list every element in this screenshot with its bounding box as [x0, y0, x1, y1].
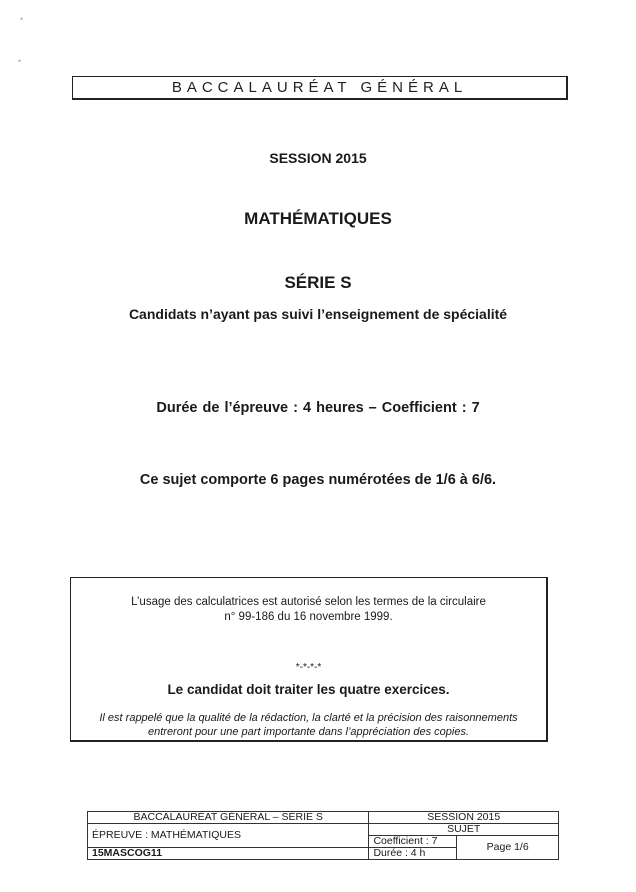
footer-epreuve: ÉPREUVE : MATHÉMATIQUES	[88, 824, 369, 848]
footer-coefficient: Coefficient : 7	[369, 836, 457, 848]
page-count-note: Ce sujet comporte 6 pages numérotées de 1/6 à 6/6.	[139, 472, 497, 488]
scan-mark: •	[20, 14, 24, 24]
duration-coefficient: Durée de l’épreuve : 4 heures – Coefficient : 7	[156, 400, 480, 416]
candidates-note: Candidats n’ayant pas suivi l’enseignement de spécialité	[128, 306, 508, 322]
footer-info-table	[87, 811, 559, 860]
footer-page-number: Page 1/6	[457, 836, 559, 860]
footer-subject-code: 15MASCOG11	[88, 848, 369, 860]
footer-sujet: SUJET	[369, 824, 559, 836]
serie-title: SÉRIE S	[284, 273, 352, 292]
calculator-rule-line1: L’usage des calculatrices est autorisé selon les termes de la circulaire	[131, 596, 486, 608]
instructions-box	[70, 577, 548, 742]
calculator-rule-line2: n° 99-186 du 16 novembre 1999.	[224, 611, 393, 623]
session-label: SESSION 2015	[269, 150, 367, 166]
quality-reminder-line1: Il est rappelé que la qualité de la rédaction, la clarté et la précision des raisonnements	[99, 712, 518, 724]
exam-type-title: BACCALAURÉAT GÉNÉRAL	[171, 79, 468, 96]
scan-mark: •	[18, 56, 22, 66]
quality-reminder-line2: entreront pour une part importante dans l’appréciation des copies.	[147, 726, 470, 738]
footer-exam: BACCALAURÉAT GÉNÉRAL – SÉRIE S	[88, 812, 369, 824]
footer-duree: Durée : 4 h	[369, 848, 457, 860]
exercise-instruction: Le candidat doit traiter les quatre exercices.	[167, 682, 450, 697]
footer-session: SESSION 2015	[369, 812, 559, 824]
subject-title: MATHÉMATIQUES	[244, 209, 392, 228]
header-banner	[72, 76, 568, 100]
separator-stars: *-*-*-*	[295, 662, 322, 673]
